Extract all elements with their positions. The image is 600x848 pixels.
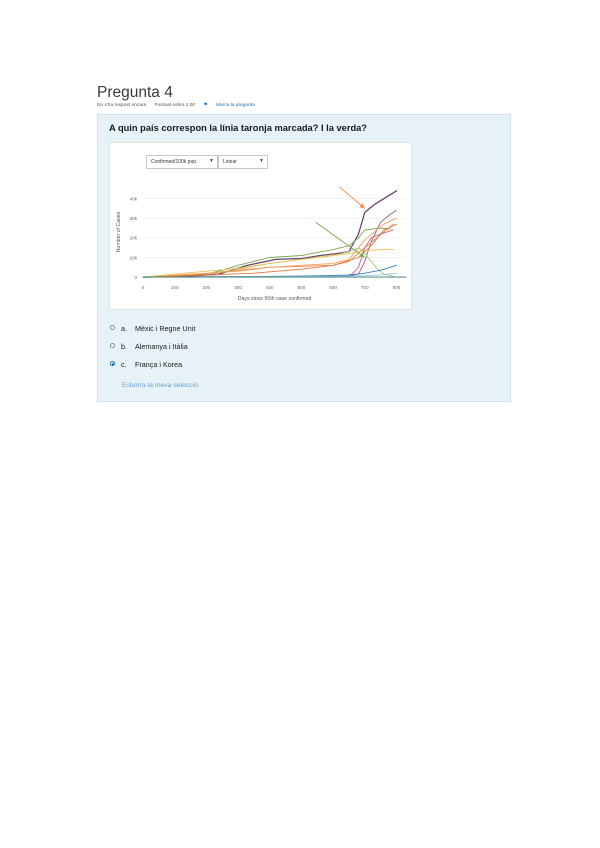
x-axis-label: Days since 50th case confirmed bbox=[237, 296, 312, 302]
answer-label: Mèxic i Regne Unit bbox=[135, 324, 196, 333]
scale-select-value: Linear bbox=[223, 159, 237, 165]
answer-letter: c. bbox=[121, 360, 127, 369]
series-line-8 bbox=[143, 250, 393, 278]
flag-question-label: Marca la pregunta bbox=[216, 103, 255, 108]
series-line-1 bbox=[143, 191, 397, 277]
question-text: A quin país correspon la línia taronja marcada? I la verda? bbox=[109, 123, 367, 133]
flag-question-link[interactable] bbox=[203, 103, 261, 108]
x-tick-label: 700 bbox=[360, 285, 369, 290]
x-tick-label: 200 bbox=[202, 285, 211, 290]
answer-label: França i Korea bbox=[135, 360, 183, 369]
answer-label: Alemanya i Itàlia bbox=[135, 342, 188, 351]
x-tick-label: 800 bbox=[392, 285, 401, 290]
question-status: No s'ha respost encara bbox=[97, 103, 147, 108]
metric-select-value: Confirmed/100k pop. bbox=[151, 159, 198, 165]
x-tick-label: 400 bbox=[265, 285, 274, 290]
x-tick-label: 600 bbox=[329, 285, 337, 290]
radio-button-a[interactable] bbox=[110, 325, 115, 330]
chart-image bbox=[109, 142, 412, 310]
y-tick-label: 20k bbox=[129, 235, 137, 241]
question-header bbox=[97, 84, 269, 108]
radio-button-b[interactable] bbox=[110, 343, 115, 348]
answer-letter: b. bbox=[121, 342, 127, 351]
x-tick-label: 100 bbox=[170, 285, 179, 290]
y-tick-label: 0 bbox=[134, 274, 137, 280]
flag-icon: ⚑ bbox=[203, 103, 208, 108]
question-meta bbox=[97, 103, 269, 108]
y-tick-label: 40k bbox=[129, 196, 137, 202]
annotation-arrow-line-2 bbox=[316, 222, 365, 257]
x-tick-label: 0 bbox=[141, 285, 145, 290]
question-content-box bbox=[97, 114, 511, 402]
y-tick-label: 10k bbox=[129, 255, 137, 261]
series-line-9 bbox=[143, 230, 393, 277]
dropdown-arrow-icon: ▼ bbox=[259, 158, 264, 164]
y-axis-label: Number of Cases bbox=[116, 211, 122, 253]
y-tick-label: 30k bbox=[129, 216, 137, 222]
radio-button-c[interactable] bbox=[110, 361, 115, 366]
dropdown-arrow-icon: ▼ bbox=[209, 158, 214, 164]
x-tick-label: 500 bbox=[297, 285, 306, 290]
question-grade: Puntuat sobre 1,00 bbox=[154, 103, 196, 108]
line-chart bbox=[110, 143, 413, 311]
question-title: Pregunta 4 bbox=[97, 84, 173, 101]
answer-letter: a. bbox=[121, 324, 127, 333]
series-line-6 bbox=[143, 218, 397, 277]
clear-selection-link[interactable]: Esborra la meva selecció bbox=[122, 382, 198, 389]
x-tick-label: 300 bbox=[234, 285, 242, 290]
